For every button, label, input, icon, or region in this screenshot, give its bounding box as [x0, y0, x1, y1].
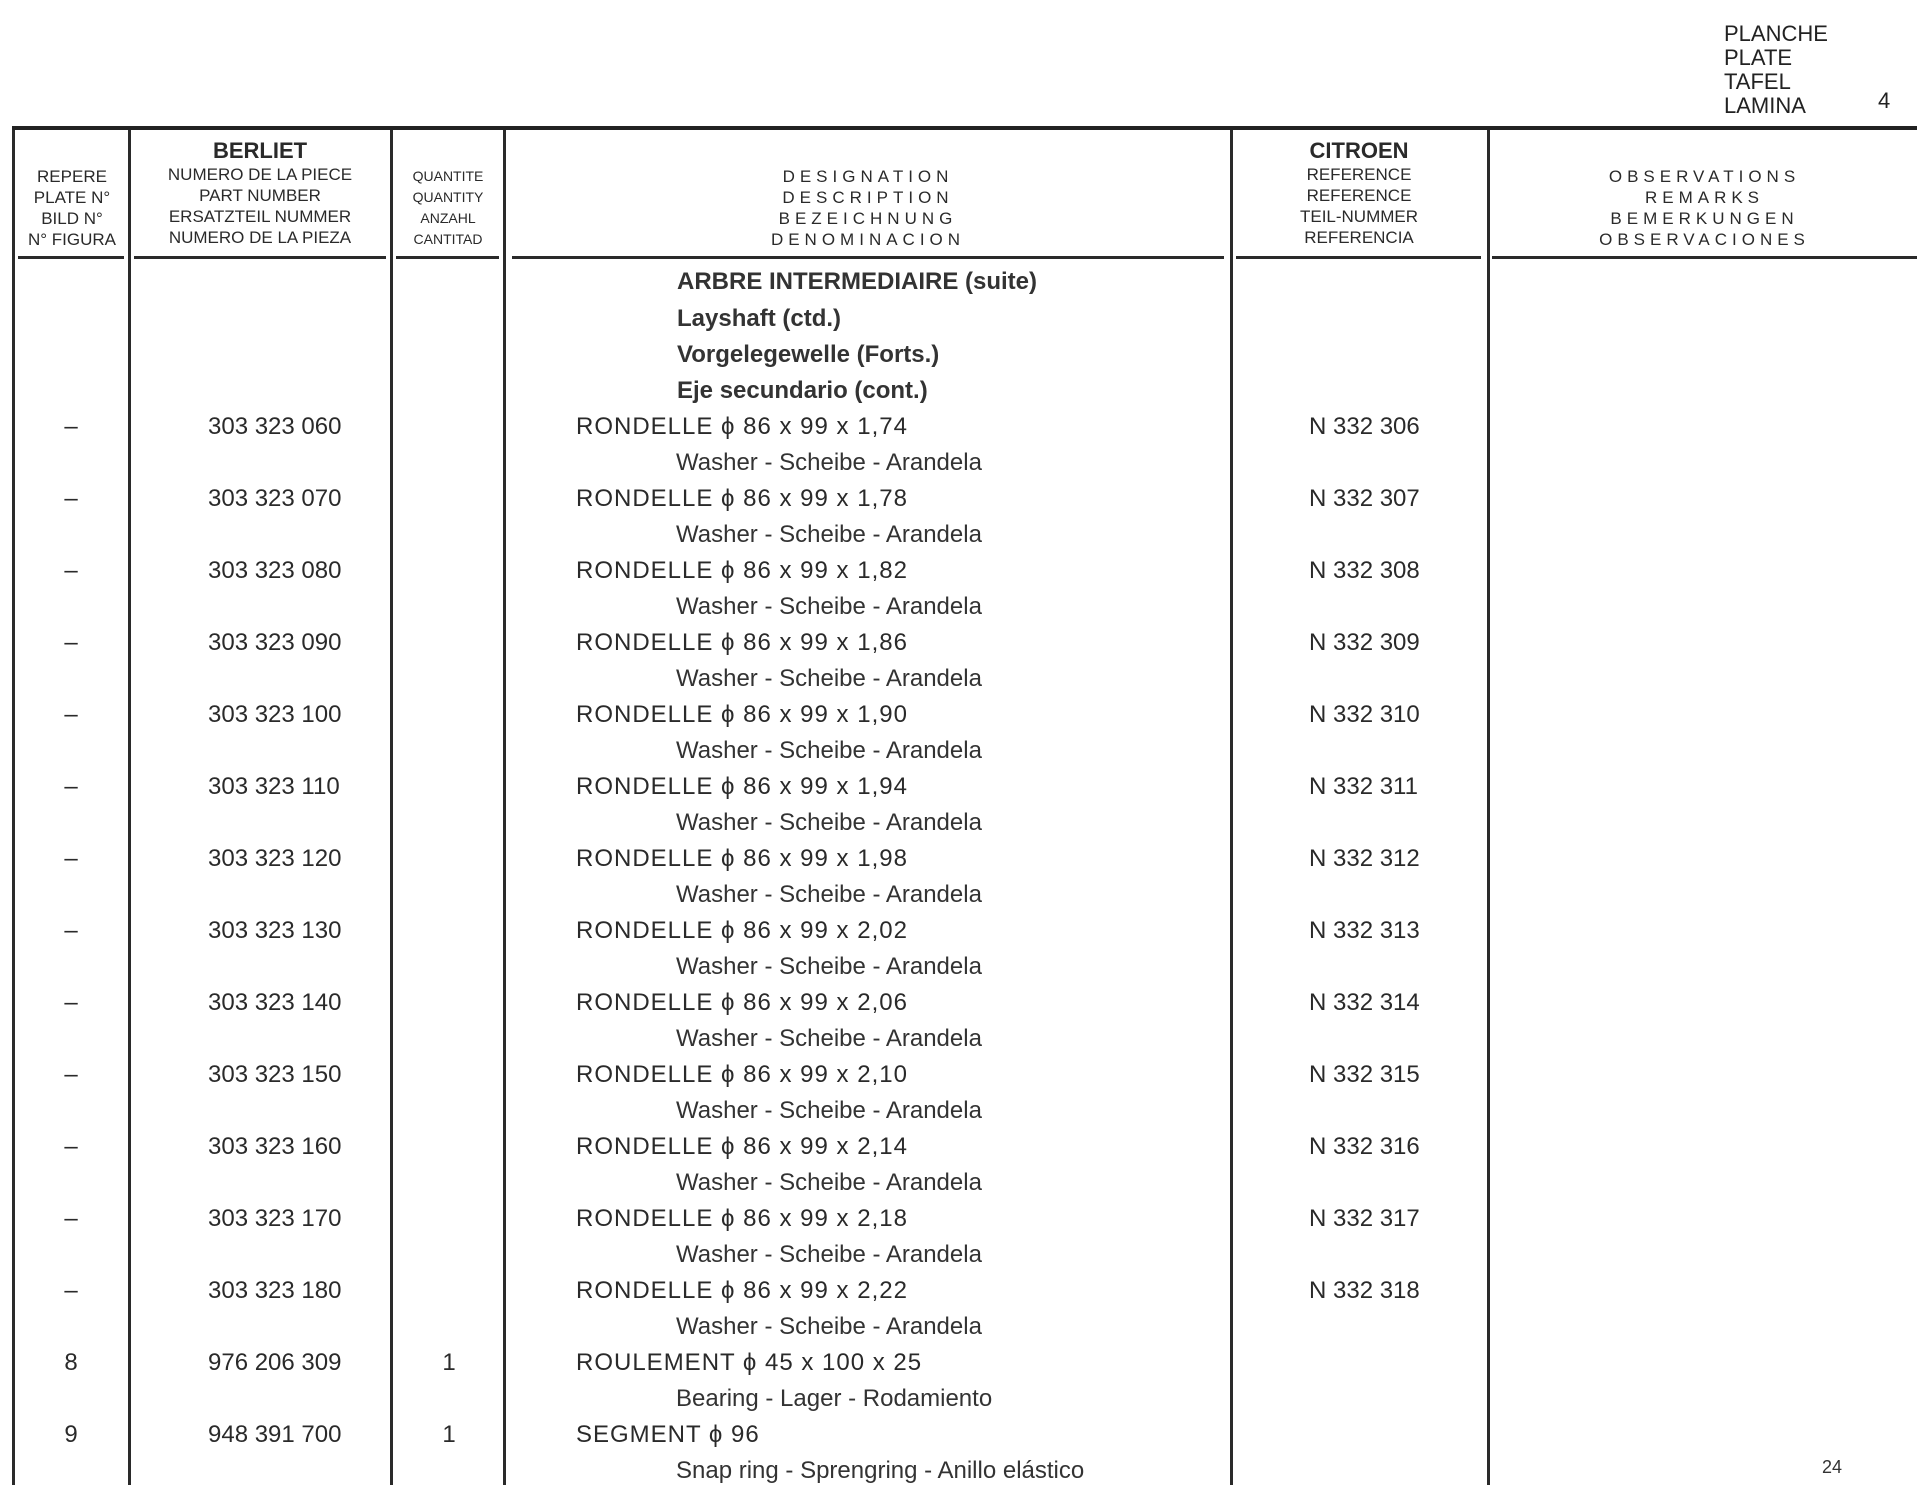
section-title: Vorgelegewelle (Forts.) [677, 341, 940, 368]
berliet-brand: BERLIET [212, 138, 308, 163]
designation-cell: RONDELLE ϕ 86 x 99 x 2,02 [576, 917, 908, 944]
header-part-number: BERLIET NUMERO DE LA PIECE PART NUMBER ERSATZTEIL NUMMER NUMERO DE LA PIEZA [132, 138, 388, 248]
reference-cell: N 332 307 [1309, 485, 1420, 512]
repere-cell: – [64, 917, 78, 944]
designation-cell: RONDELLE ϕ 86 x 99 x 2,18 [576, 1205, 908, 1232]
designation-cell: ROULEMENT ϕ 45 x 100 x 25 [576, 1349, 923, 1376]
reference-cell: N 332 310 [1309, 701, 1420, 728]
designation-cell: RONDELLE ϕ 86 x 99 x 1,90 [576, 701, 908, 728]
translation-cell: Washer - Scheibe - Arandela [676, 953, 982, 980]
translation-cell: Snap ring - Sprengring - Anillo elástico [676, 1457, 1085, 1484]
column-divider [128, 130, 131, 1485]
part-number-cell: 303 323 180 [208, 1277, 342, 1304]
page-number: 24 [1822, 1457, 1843, 1477]
repere-cell: – [64, 485, 78, 512]
repere-cell: 8 [64, 1349, 78, 1376]
section-title: Eje secundario (cont.) [677, 377, 928, 404]
header-rule [1492, 256, 1917, 259]
translation-cell: Washer - Scheibe - Arandela [676, 593, 982, 620]
part-number-cell: 303 323 110 [208, 773, 340, 800]
plate-label-block [1724, 22, 1828, 118]
translation-cell: Washer - Scheibe - Arandela [676, 1025, 982, 1052]
translation-cell: Washer - Scheibe - Arandela [676, 449, 982, 476]
header-rule [512, 256, 1224, 259]
part-number-cell: 303 323 130 [208, 917, 342, 944]
part-number-cell: 303 323 080 [208, 557, 342, 584]
part-number-cell: 303 323 120 [208, 845, 342, 872]
column-divider [12, 130, 15, 1485]
reference-cell: N 332 316 [1309, 1133, 1420, 1160]
part-number-cell: 976 206 309 [208, 1349, 342, 1376]
part-number-cell: 303 323 090 [208, 629, 342, 656]
header-designation: DESIGNATION DESCRIPTION BEZEICHNUNG DENOMINACION [770, 167, 966, 249]
translation-cell: Washer - Scheibe - Arandela [676, 809, 982, 836]
plate-number: 4 [1878, 88, 1891, 113]
designation-cell: SEGMENT ϕ 96 [576, 1421, 760, 1448]
reference-cell: N 332 315 [1309, 1061, 1420, 1088]
translation-cell: Washer - Scheibe - Arandela [676, 665, 982, 692]
designation-cell: RONDELLE ϕ 86 x 99 x 1,98 [576, 845, 908, 872]
header-observations: OBSERVATIONS REMARKS BEMERKUNGEN OBSERVACIONES [1599, 167, 1810, 249]
plate-label: PLATE [1724, 45, 1793, 70]
part-number-cell: 948 391 700 [208, 1421, 342, 1448]
part-number-cell: 303 323 170 [208, 1205, 342, 1232]
part-number-cell: 303 323 070 [208, 485, 342, 512]
plate-label: PLANCHE [1724, 21, 1828, 46]
translation-cell: Washer - Scheibe - Arandela [676, 521, 982, 548]
citroen-brand: CITROEN [1309, 138, 1409, 163]
part-number-cell: 303 323 160 [208, 1133, 342, 1160]
header-rule [134, 256, 386, 259]
repere-cell: – [64, 629, 78, 656]
repere-cell: – [64, 845, 78, 872]
translation-cell: Washer - Scheibe - Arandela [676, 1313, 982, 1340]
repere-cell: 9 [64, 1421, 78, 1448]
column-divider [503, 130, 506, 1485]
section-title: Layshaft (ctd.) [677, 305, 842, 332]
repere-cell: – [64, 557, 78, 584]
header-quantity: QUANTITE QUANTITY ANZAHL CANTITAD [412, 168, 484, 247]
part-number-cell: 303 323 060 [208, 413, 342, 440]
reference-cell: N 332 306 [1309, 413, 1420, 440]
header-reference: CITROEN REFERENCE REFERENCE TEIL-NUMMER REFERENCIA [1234, 138, 1484, 248]
repere-cell: – [64, 989, 78, 1016]
header-rule [396, 256, 499, 259]
quantity-cell: 1 [442, 1421, 456, 1448]
translation-cell: Washer - Scheibe - Arandela [676, 1241, 982, 1268]
repere-cell: – [64, 1205, 78, 1232]
translation-cell: Washer - Scheibe - Arandela [676, 881, 982, 908]
reference-cell: N 332 311 [1309, 773, 1418, 800]
designation-cell: RONDELLE ϕ 86 x 99 x 2,22 [576, 1277, 908, 1304]
reference-cell: N 332 314 [1309, 989, 1420, 1016]
repere-cell: – [64, 701, 78, 728]
designation-cell: RONDELLE ϕ 86 x 99 x 1,78 [576, 485, 908, 512]
repere-cell: – [64, 413, 78, 440]
column-divider [390, 130, 393, 1485]
designation-cell: RONDELLE ϕ 86 x 99 x 2,14 [576, 1133, 908, 1160]
reference-cell: N 332 308 [1309, 557, 1420, 584]
reference-cell: N 332 318 [1309, 1277, 1420, 1304]
designation-cell: RONDELLE ϕ 86 x 99 x 2,06 [576, 989, 908, 1016]
header-rule [18, 256, 124, 259]
repere-cell: – [64, 773, 78, 800]
translation-cell: Washer - Scheibe - Arandela [676, 1097, 982, 1124]
plate-label: LAMINA [1724, 93, 1806, 118]
column-divider [1487, 130, 1490, 1485]
translation-cell: Washer - Scheibe - Arandela [676, 737, 982, 764]
designation-cell: RONDELLE ϕ 86 x 99 x 1,86 [576, 629, 908, 656]
repere-cell: – [64, 1061, 78, 1088]
designation-cell: RONDELLE ϕ 86 x 99 x 1,94 [576, 773, 908, 800]
reference-cell: N 332 309 [1309, 629, 1420, 656]
part-number-cell: 303 323 100 [208, 701, 342, 728]
reference-cell: N 332 317 [1309, 1205, 1420, 1232]
top-rule [12, 126, 1917, 130]
translation-cell: Washer - Scheibe - Arandela [676, 1169, 982, 1196]
designation-cell: RONDELLE ϕ 86 x 99 x 2,10 [576, 1061, 908, 1088]
reference-cell: N 332 312 [1309, 845, 1420, 872]
designation-cell: RONDELLE ϕ 86 x 99 x 1,82 [576, 557, 908, 584]
header-repere: REPERE PLATE N° BILD N° N° FIGURA [27, 167, 117, 249]
column-divider [1230, 130, 1233, 1485]
header-rule [1236, 256, 1481, 259]
part-number-cell: 303 323 150 [208, 1061, 342, 1088]
reference-cell: N 332 313 [1309, 917, 1420, 944]
quantity-cell: 1 [442, 1349, 456, 1376]
section-title: ARBRE INTERMEDIAIRE (suite) [677, 268, 1038, 295]
repere-cell: – [64, 1277, 78, 1304]
translation-cell: Bearing - Lager - Rodamiento [676, 1385, 993, 1412]
designation-cell: RONDELLE ϕ 86 x 99 x 1,74 [576, 413, 908, 440]
repere-cell: – [64, 1133, 78, 1160]
plate-label: TAFEL [1724, 69, 1791, 94]
part-number-cell: 303 323 140 [208, 989, 342, 1016]
